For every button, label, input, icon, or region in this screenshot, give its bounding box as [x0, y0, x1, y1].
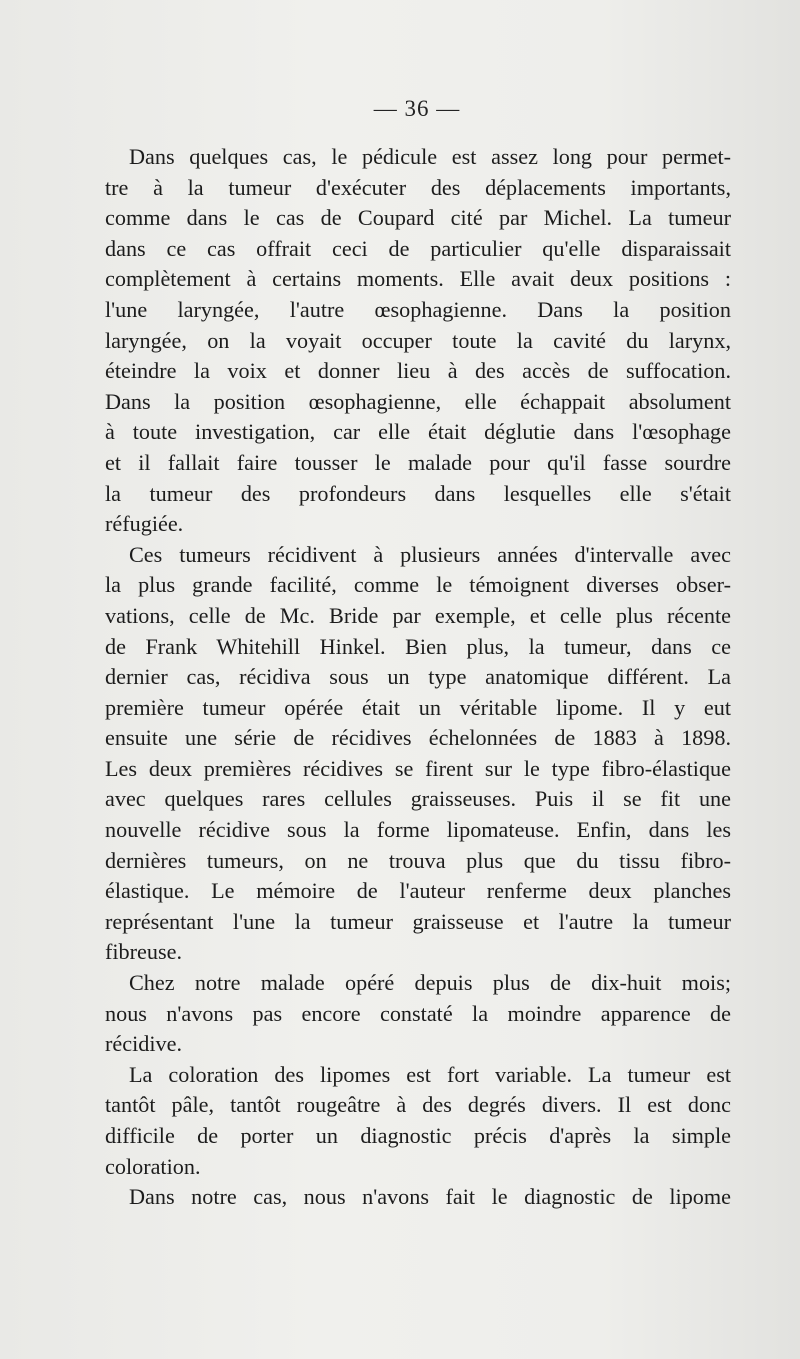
text-line: récidive.: [105, 1031, 182, 1057]
text-line: Les deux premières récidives se firent sur le type fibro-élastique: [105, 755, 731, 781]
text-line: et il fallait faire tousser le malade pour qu'il fasse sourdre: [105, 449, 731, 475]
text-line: à toute investigation, car elle était déglutie dans l'œsophage: [105, 419, 731, 445]
text-line: la tumeur des profondeurs dans lesquelles elle s'était: [105, 480, 731, 506]
text-line: éteindre la voix et donner lieu à des accès de suffocation.: [105, 358, 731, 384]
text-line: ensuite une série de récidives échelonnées de 1883 à 1898.: [105, 725, 731, 751]
text-line: tantôt pâle, tantôt rougeâtre à des degrés divers. Il est donc: [105, 1092, 731, 1118]
text-line: l'une laryngée, l'autre œsophagienne. Dans la position: [105, 296, 731, 322]
text-line: réfugiée.: [105, 511, 184, 537]
text-line: vations, celle de Mc. Bride par exemple, et celle plus récente: [105, 602, 731, 628]
text-line: élastique. Le mémoire de l'auteur renferme deux planches: [105, 878, 731, 904]
text-line: la plus grande facilité, comme le témoignent diverses obser-: [105, 572, 731, 598]
text-line: dernier cas, récidiva sous un type anatomique différent. La: [105, 664, 731, 690]
text-line: difficile de porter un diagnostic précis d'après la simple: [105, 1123, 731, 1148]
paragraph: [105, 142, 731, 540]
text-line: nouvelle récidive sous la forme lipomateuse. Enfin, dans les: [105, 817, 731, 843]
paragraph: [105, 1182, 731, 1213]
paragraph: [105, 968, 731, 1060]
text-line: avec quelques rares cellules graisseuses. Puis il se fit une: [105, 786, 731, 812]
text-line: Dans la position œsophagienne, elle échappait absolument: [105, 388, 731, 414]
text-line: représentant l'une la tumeur graisseuse et l'autre la tumeur: [105, 908, 731, 934]
text-line: tre à la tumeur d'exécuter des déplacements importants,: [105, 174, 731, 200]
text-line: coloration.: [105, 1153, 201, 1179]
body-text: [105, 142, 731, 1213]
text-line: nous n'avons pas encore constaté la moindre apparence de: [105, 1000, 731, 1026]
text-line: La coloration des lipomes est fort variable. La tumeur est: [129, 1061, 731, 1087]
text-line: Dans notre cas, nous n'avons fait le diagnostic de lipome: [129, 1184, 731, 1210]
text-line: Dans quelques cas, le pédicule est assez long pour permet-: [129, 144, 731, 169]
page-number: — 36 —: [373, 96, 461, 121]
text-line: Ces tumeurs récidivent à plusieurs années d'intervalle avec: [129, 541, 731, 567]
text-line: comme dans le cas de Coupard cité par Michel. La tumeur: [105, 205, 731, 231]
text-line: première tumeur opérée était un véritable lipome. Il y eut: [105, 694, 731, 720]
paragraph: [105, 540, 731, 968]
text-line: laryngée, on la voyait occuper toute la cavité du larynx,: [105, 327, 731, 353]
text-line: dans ce cas offrait ceci de particulier qu'elle disparaissait: [105, 235, 731, 261]
text-line: de Frank Whitehill Hinkel. Bien plus, la tumeur, dans ce: [105, 633, 731, 659]
text-line: dernières tumeurs, on ne trouva plus que du tissu fibro-: [105, 847, 731, 873]
text-line: complètement à certains moments. Elle avait deux positions :: [105, 266, 731, 292]
text-line: fibreuse.: [105, 939, 183, 965]
text-line: Chez notre malade opéré depuis plus de dix-huit mois;: [129, 970, 731, 996]
paragraph: [105, 1060, 731, 1182]
